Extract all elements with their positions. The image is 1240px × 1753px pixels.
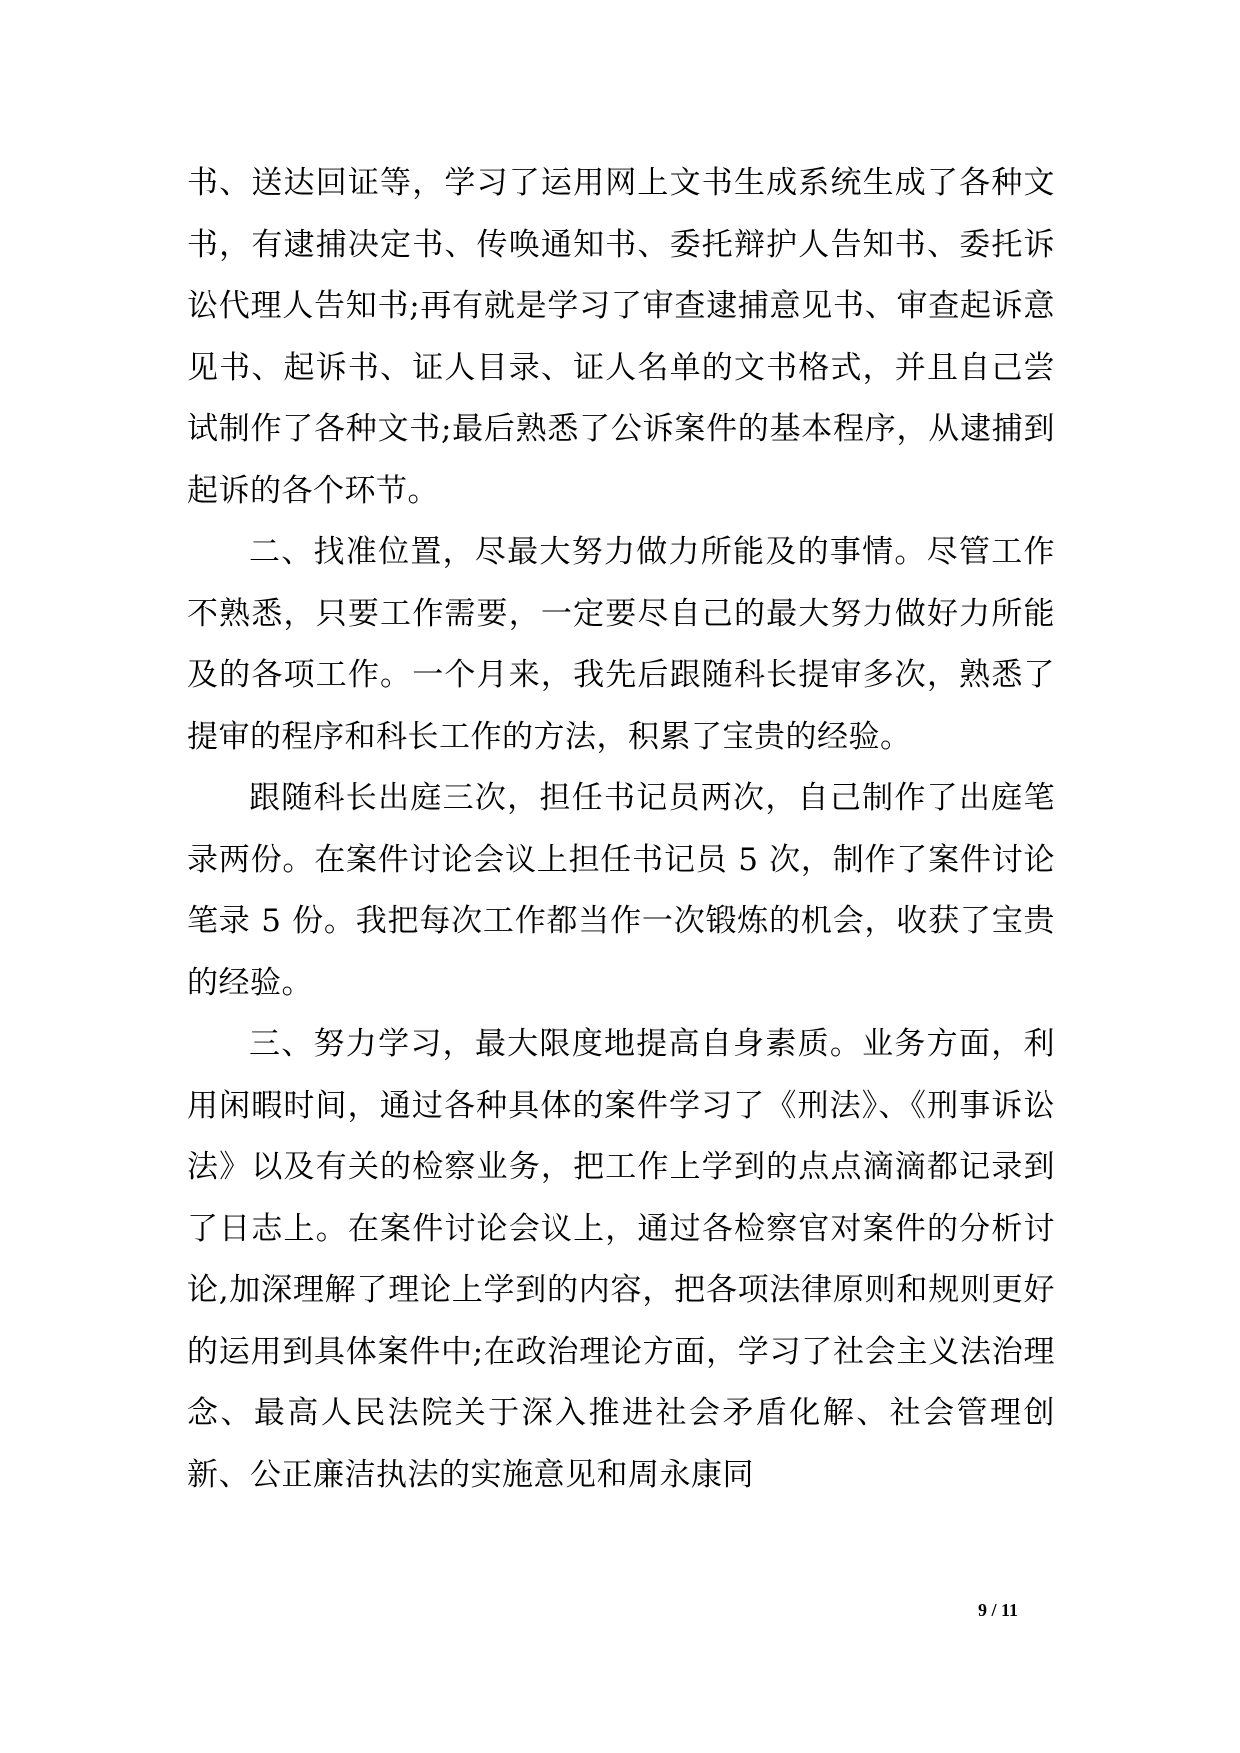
paragraph-3: 跟随科长出庭三次，担任书记员两次，自己制作了出庭笔录两份。在案件讨论会议上担任书记员 5 次，制作了案件讨论笔录 5 份。我把每次工作都当作一次锻炼的机会，收获了宝贵的经验。 — [187, 780, 1055, 1001]
document-body — [187, 153, 1055, 1506]
paragraph-2: 二、找准位置，尽最大努力做力所能及的事情。尽管工作不熟悉，只要工作需要，一定要尽自己的最大努力做好力所能及的各项工作。一个月来，我先后跟随科长提审多次，熟悉了提审的程序和科长工作的方法，积累了宝贵的经验。 — [187, 534, 1055, 755]
page-number: 9 / 11 — [977, 1600, 1018, 1620]
paragraph-4: 三、努力学习，最大限度地提高自身素质。业务方面，利用闲暇时间，通过各种具体的案件学习了《刑法》、《刑事诉讼法》以及有关的检察业务，把工作上学到的点点滴滴都记录到了日志上。在案件讨论会议上，通过各检察官对案件的分析讨论,加深理解了理论上学到的内容，把各项法律原则和规则更好的运用到具体案件中;在政治理论方面，学习了社会主义法治理念、最高人民法院关于深入推进社会矛盾化解、社会管理创新、公正廉洁执法的实施意见和周永康同 — [187, 1026, 1055, 1493]
paragraph-1: 书、送达回证等，学习了运用网上文书生成系统生成了各种文书，有逮捕决定书、传唤通知书、委托辩护人告知书、委托诉讼代理人告知书;再有就是学习了审查逮捕意见书、审查起诉意见书、起诉书、证人目录、证人名单的文书格式，并且自己尝试制作了各种文书;最后熟悉了公诉案件的基本程序，从逮捕到起诉的各个环节。 — [187, 165, 1055, 509]
